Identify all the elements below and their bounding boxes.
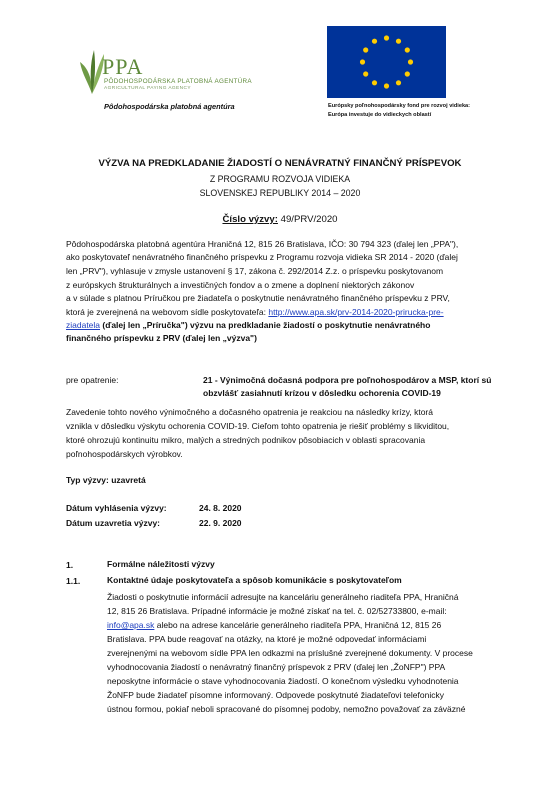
prirucka-link[interactable]: http://www.apa.sk/prv-2014-2020-prirucka-pre- <box>268 307 444 317</box>
ppa-full-name: PÔDOHOSPODÁRSKA PLATOBNÁ AGENTÚRA <box>104 78 252 85</box>
measure-line-1: 21 - Výnimočná dočasná podpora pre poľnohospodárov a MSP, ktorí sú <box>203 375 492 385</box>
ppa-wordmark: PPA <box>102 54 144 79</box>
intro-line-2: ako poskytovateľ nenávratného finančného príspevku z Programu rozvoja vidieka SR 2014 - 2020 (ďalej <box>66 252 458 262</box>
date-close-value: 22. 9. 2020 <box>199 518 242 528</box>
intro-line-6: ktorá je zverejnená na webovom sídle poskytovateľa: http://www.apa.sk/prv-2014-2020-prirucka-pre- <box>66 307 444 317</box>
call-number: Číslo výzvy: 49/PRV/2020 <box>222 214 338 225</box>
body-line-6: vyhodnocovania žiadostí o nenávratný finančný príspevok z PRV (ďalej len „ŽoNFP") PPA <box>107 662 446 672</box>
body-line-3: info@apa.sk alebo na adrese kancelárie generálneho riaditeľa PPA, Hraničná 12, 815 26 <box>107 620 442 630</box>
date-close-label: Dátum uzavretia výzvy: <box>66 518 161 528</box>
intro-line-5: a v súlade s platnou Príručkou pre žiadateľa o poskytnutie nenávratného finančného príspevku z PRV, <box>66 293 450 303</box>
intro-line-7: ziadatela (ďalej len „Príručka") výzvu na predkladanie žiadostí o poskytnutie nenávratného <box>66 320 431 330</box>
measure-line-2: obzvlášť zasiahnutí krízou v dôsledku ochorenia COVID-19 <box>203 388 441 398</box>
document-title: VÝZVA NA PREDKLADANIE ŽIADOSTÍ O NENÁVRATNÝ FINANČNÝ PRÍSPEVOK <box>98 158 462 169</box>
intro-line-1: Pôdohospodárska platobná agentúra Hraničná 12, 815 26 Bratislava, IČO: 30 794 323 (ďalej len „PPA"), <box>66 239 459 249</box>
ppa-logo <box>78 48 278 100</box>
para-line-3: ktoré ohrozujú kontinuitu mikro, malých a stredných podnikov pôsobiacich v oblasti spracovania <box>66 435 426 445</box>
body-line-1: Žiadosti o poskytnutie informácií adresujte na kanceláriu generálneho riaditeľa PPA, Hraničná <box>107 592 459 602</box>
intro-line-4: z európskych štrukturálnych a investičných fondov a o zmene a doplnení niektorých zákonov <box>66 280 415 290</box>
body-line-8: ŽoNFP bude žiadateľ písomne informovaný. Odpovede poskytnuté žiadateľovi telefonicky <box>107 690 444 700</box>
body-line-9: ústnou formou, pokiaľ neboli spracované do písomnej podoby, nemožno považovať za záväzné <box>107 704 466 714</box>
section-1-1-title: Kontaktné údaje poskytovateľa a spôsob komunikácie s poskytovateľom <box>107 575 402 585</box>
body-line-5: zverejnenými na webovom sídle PPA len odkazmi na príslušné zverejnené dokumenty. V procese <box>107 648 473 658</box>
date-announce-value: 24. 8. 2020 <box>199 503 242 513</box>
measure-label: pre opatrenie: <box>66 375 119 385</box>
prirucka-link-cont[interactable]: ziadatela <box>66 320 101 330</box>
ppa-english-name: AGRICULTURAL PAYING AGENCY <box>104 86 191 91</box>
eu-stars-icon <box>327 26 446 98</box>
call-type: Typ výzvy: uzavretá <box>66 475 146 485</box>
document-subtitle-1: Z PROGRAMU ROZVOJA VIDIEKA <box>209 174 351 184</box>
section-1-number: 1. <box>66 560 74 570</box>
section-1-title: Formálne náležitosti výzvy <box>107 559 215 569</box>
body-line-4: Bratislava. PPA bude reagovať na otázky, na ktoré je možné odpovedať informáciami <box>107 634 427 644</box>
para-line-2: vznikla v dôsledku výskytu ochorenia COVID-19. Cieľom tohto opatrenia je riešiť problémy s likviditou, <box>66 421 450 431</box>
body-line-2: 12, 815 26 Bratislava. Prípadné informácie je možné získať na tel. č. 02/52733800, e-mail: <box>107 606 447 616</box>
ppa-caption: Pôdohospodárska platobná agentúra <box>104 102 235 111</box>
eu-flag-icon <box>327 26 446 98</box>
para-line-1: Zavedenie tohto nového výnimočného a dočasného opatrenia je reakciou na následky krízy, ktorá <box>66 407 433 417</box>
intro-line-3: len „PRV"), vyhlasuje v zmysle ustanovení § 17, zákona č. 292/2014 Z.z. o príspevku poskytovanom <box>66 266 444 276</box>
para-line-4: poľnohospodárskych výrobkov. <box>66 449 183 459</box>
email-link[interactable]: info@apa.sk <box>107 620 155 630</box>
section-1-1-number: 1.1. <box>66 576 81 586</box>
intro-line-8: finančného príspevku z PRV (ďalej len „výzva") <box>66 333 257 343</box>
body-line-7: neposkytne informácie o stave vyhodnocovania žiadostí. O konečnom výsledku vyhodnotenia <box>107 676 459 686</box>
document-subtitle-2: SLOVENSKEJ REPUBLIKY 2014 – 2020 <box>199 188 361 198</box>
eu-caption: Európsky poľnohospodársky fond pre rozvoj vidieka: Európa investuje do vidieckych oblastí <box>328 103 471 118</box>
date-announce-label: Dátum vyhlásenia výzvy: <box>66 503 167 513</box>
